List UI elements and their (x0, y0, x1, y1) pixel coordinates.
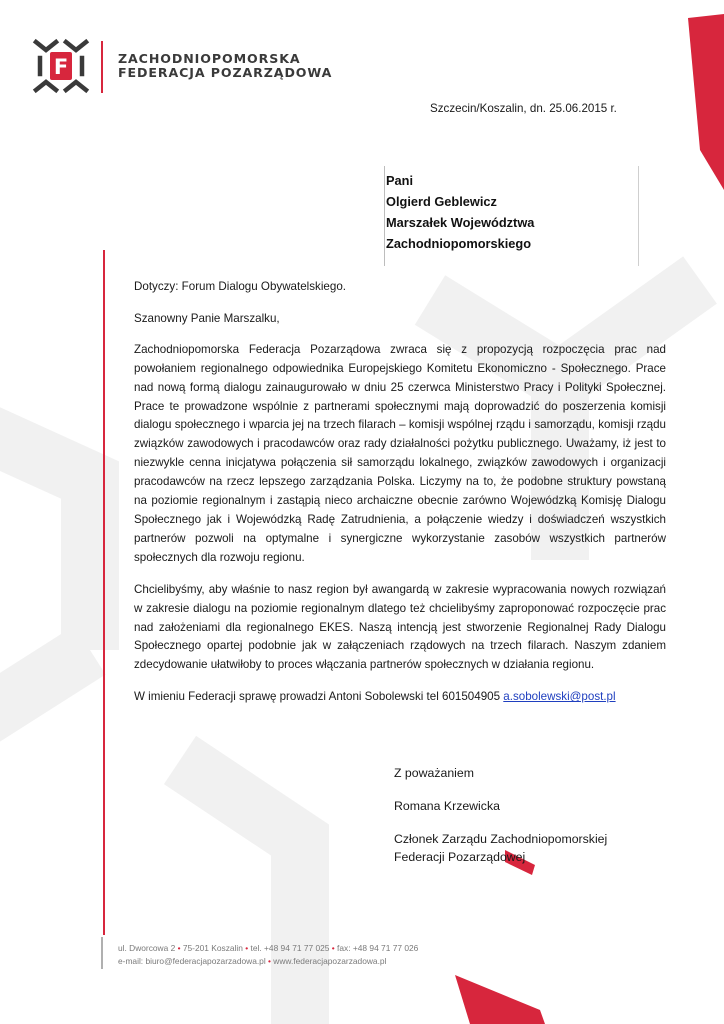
recipient-title: Marszałek Województwa (386, 215, 535, 230)
contact-email-link[interactable]: a.sobolewski@post.pl (503, 690, 616, 704)
red-corner-accent (688, 14, 724, 190)
letter-contact (134, 688, 666, 707)
recipient-divider-right (638, 166, 639, 266)
footer-tel: tel. +48 94 71 77 025 (250, 943, 330, 953)
footer-separator: • (245, 943, 249, 953)
logo-icon (32, 38, 90, 94)
organization-name (118, 52, 332, 80)
recipient-line1: Pani (386, 173, 414, 188)
footer-line2 (118, 955, 418, 968)
signature-title-line2: Federacji Pozarządowej (394, 850, 526, 864)
signature-block (394, 764, 607, 866)
signature-name: Romana Krzewicka (394, 799, 500, 813)
recipient-region: Zachodniopomorskiego (386, 236, 532, 251)
signature-title-line1: Członek Zarządu Zachodniopomorskiej (394, 832, 608, 846)
footer-separator: • (331, 943, 335, 953)
footer-city: 75-201 Koszalin (182, 943, 243, 953)
body-accent-line (103, 250, 105, 935)
logo-letter: F (53, 55, 69, 79)
footer-fax: fax: +48 94 71 77 026 (337, 943, 419, 953)
logo-divider (101, 41, 103, 93)
footer-separator: • (177, 943, 181, 953)
footer-email[interactable]: e-mail: biuro@federacjapozarzadowa.pl (118, 955, 266, 966)
footer-separator: • (268, 955, 271, 966)
footer-divider (101, 937, 103, 969)
contact-text: W imieniu Federacji sprawę prowadzi Antoni Sobolewski tel 601504905 (134, 690, 504, 704)
footer-website[interactable]: www.federacjapozarzadowa.pl (273, 955, 387, 966)
signature-closing: Z poważaniem (394, 766, 474, 780)
letter-paragraph-1: Zachodniopomorska Federacja Pozarządowa zwraca się z propozycją rozpoczęcia prac nad powołaniem regionalnego odpowiednika Europejskiego Komitetu Ekonomiczno - Społecznego. Prace nad nową formą dialogu zainaugurowało w dniu 25 czerwca Ministerstwo Pracy i Polityki Społecznej. Prace te prowadzone wspólnie z partnerami społecznymi mają doprowadzić do poszerzenia komisji dialogu społecznego i wparcia jej na trzech filarach – komisji wspólnej rządu i samorządu, komisji rządu związków zawodowych i pracodawców oraz rady działalności pożytku publicznego. Uważamy, iż jest to niezwykle cenna inicjatywa połączenia sił samorządu lokalnego, związków zawodowych i organizacji pracodawców na rzecz lepszego zarządzania Polska. Liczymy na to, że podobne struktury powstaną na poziomie regionalnym i zastąpią nieco archaiczne obecnie zarówno Wojewódzką Komisję Dialogu Społecznego jak i Wojewódzką Radę Zatrudnienia, a połączenie wiedzy i doświadczeń wszystkich partnerów pozwoli na optymalne i synergiczne wykorzystanie zasobów wszystkich partnerów społecznych dla rozwoju regionu. (134, 342, 666, 564)
recipient-name: Olgierd Geblewicz (386, 194, 497, 209)
footer (118, 942, 418, 967)
red-bottom-accent (455, 975, 545, 1024)
date-line: Szczecin/Koszalin, dn. 25.06.2015 r. (430, 102, 617, 115)
letter-paragraph-2: Chcielibyśmy, aby właśnie to nasz region był awangardą w zakresie wypracowania nowych rozwiązań w zakresie dialogu na poziomie regionalnym dlatego też chcielibyśmy zaproponować rozpoczęcie prac nad założeniami dla regionalnego EKES. Naszą intencją jest stworzenie Regionalnej Rady Dialogu Społecznego opartej podobnie jak w załączeniach rządowych na trzech filarach. Naszym zdaniem zdecydowanie ułatwiłoby to proces włączania partnerów społecznych w działania regionu. (134, 582, 666, 672)
org-name-line1: ZACHODNIOPOMORSKA (118, 51, 301, 66)
letter-greeting: Szanowny Panie Marszalku, (134, 311, 280, 325)
recipient-block (386, 170, 534, 254)
recipient-divider (384, 166, 385, 266)
footer-address: ul. Dworcowa 2 (118, 943, 176, 953)
footer-line1 (118, 942, 418, 955)
org-name-line2: FEDERACJA POZARZĄDOWA (118, 65, 333, 80)
letter-body (134, 278, 666, 707)
letter-subject: Dotyczy: Forum Dialogu Obywatelskiego. (134, 280, 346, 293)
